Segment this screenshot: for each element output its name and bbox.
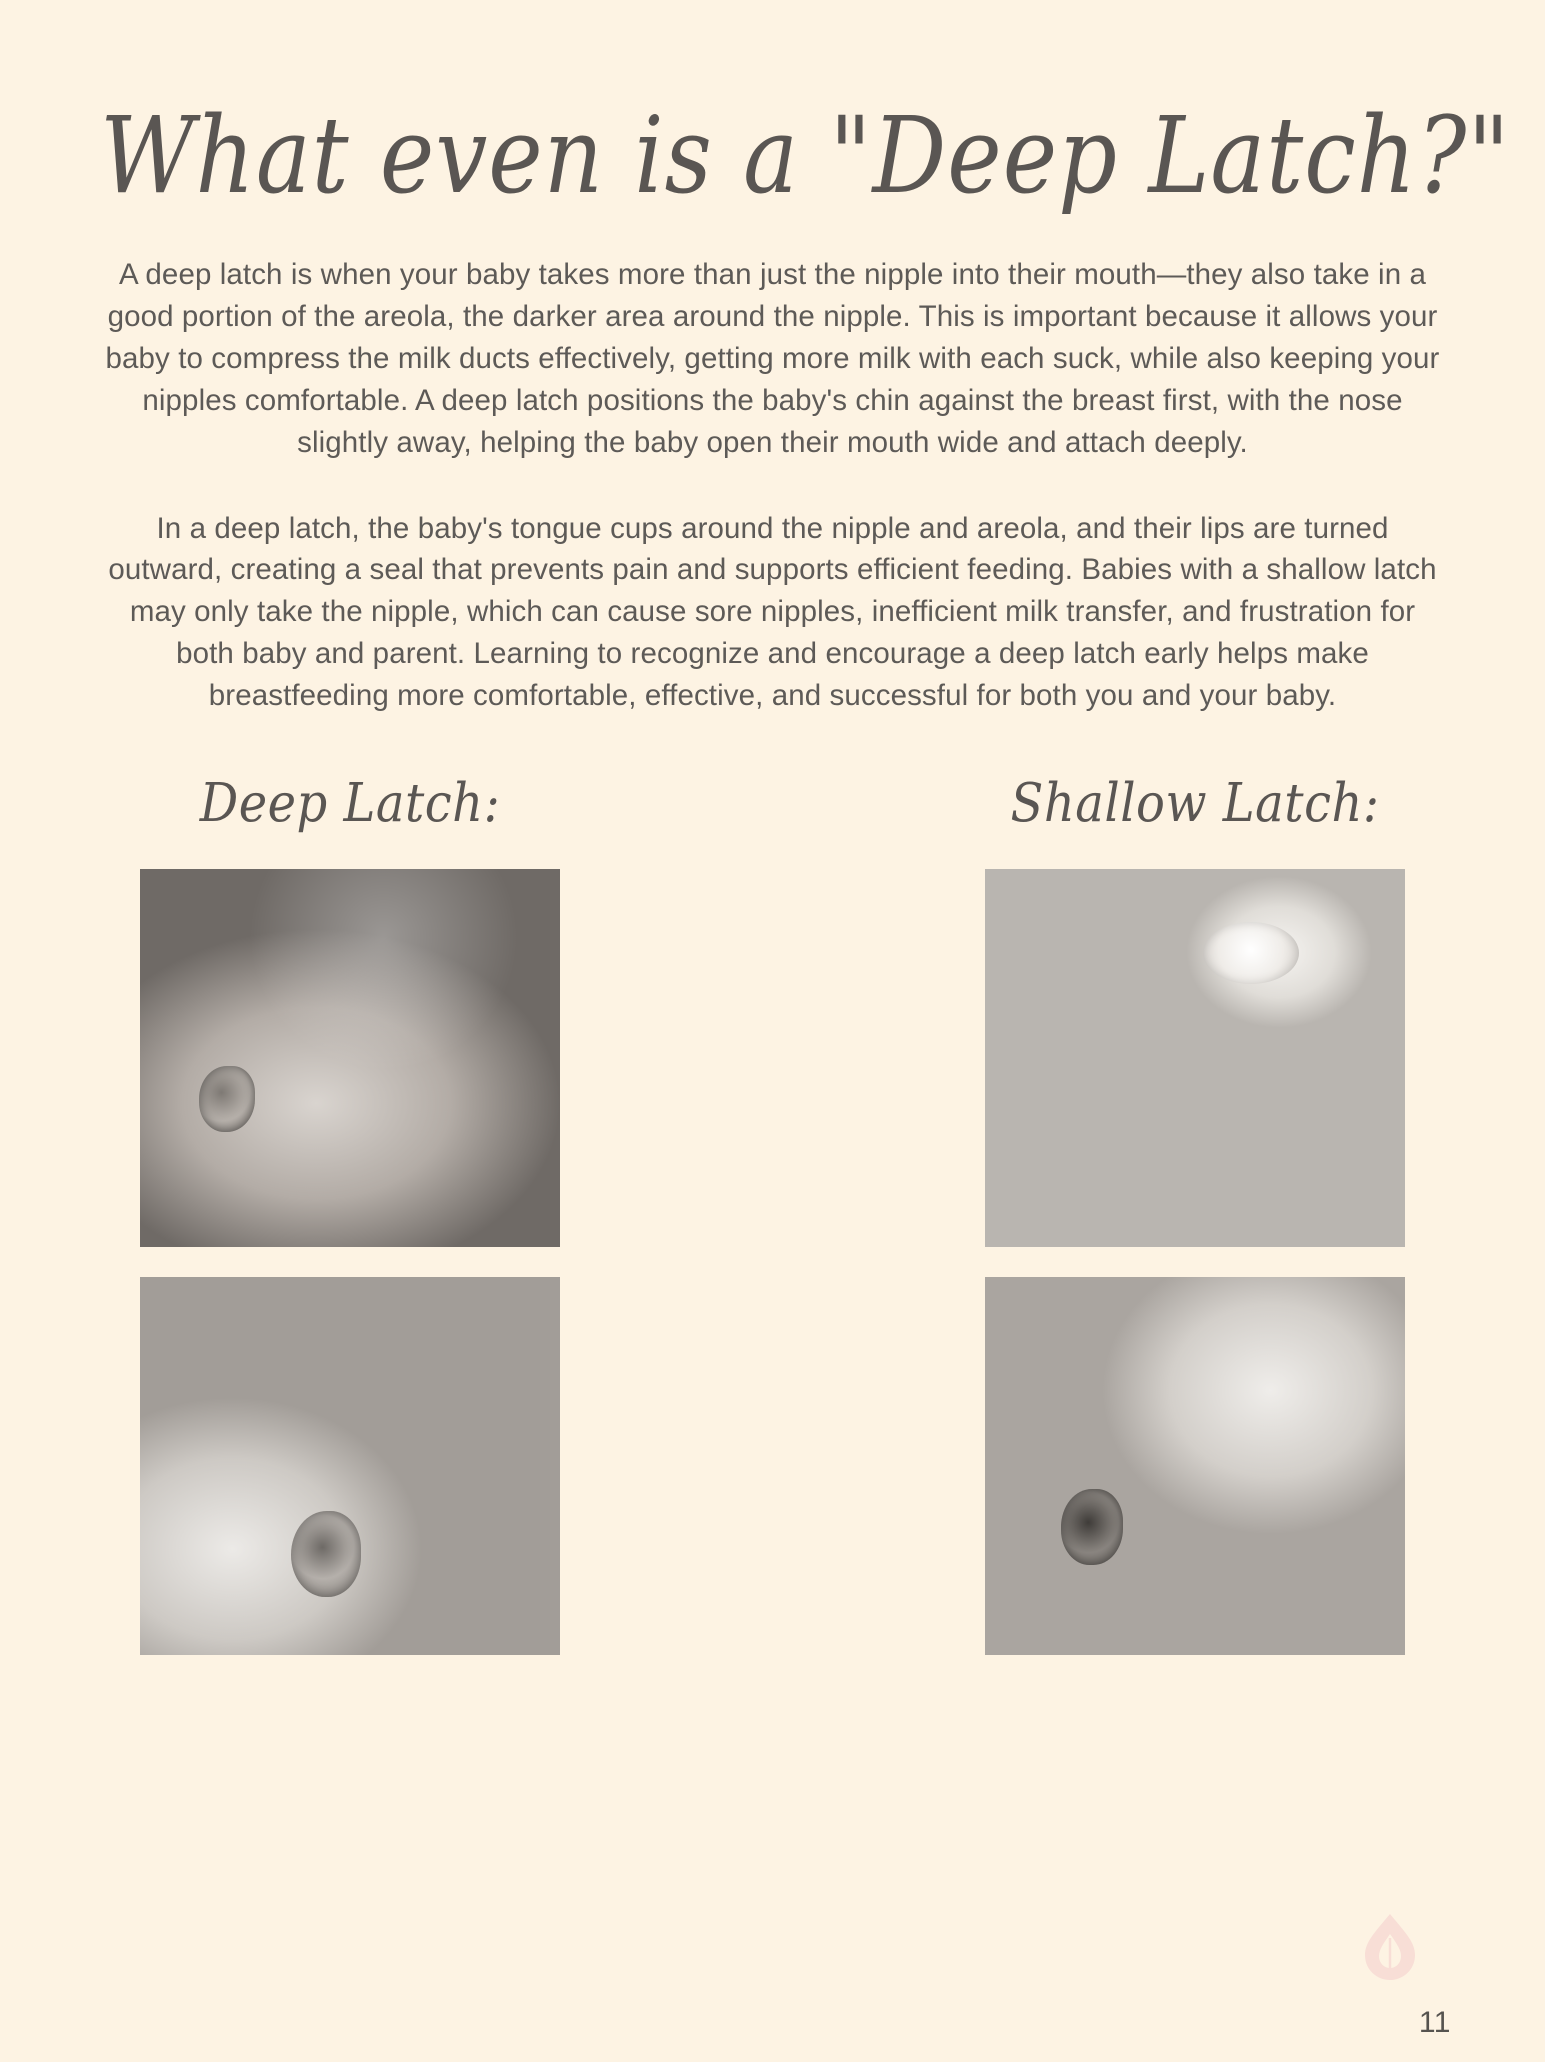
shallow-latch-photo-2	[985, 1277, 1405, 1655]
comparison-columns	[100, 771, 1445, 1685]
shallow-latch-photo-1	[985, 869, 1405, 1247]
paragraph-2: In a deep latch, the baby's tongue cups around the nipple and areola, and their lips are turned outward, creating a seal that prevents pain and supports efficient feeding. Babies with a shallow latch may only take the nipple, which can cause sore nipples, inefficient milk transfer, and frustration for both baby and parent. Learning to recognize and encourage a deep latch early helps make breastfeeding more comfortable, effective, and successful for both you and your baby.	[108, 511, 1437, 713]
body-text	[100, 254, 1445, 717]
page-number: 11	[1418, 2005, 1451, 2039]
page-title: What even is a "Deep Latch?"	[100, 93, 1511, 217]
deep-latch-heading: Deep Latch:	[199, 771, 501, 835]
column-deep-latch	[140, 771, 560, 1685]
leaf-drop-icon	[1353, 1910, 1427, 1984]
deep-latch-photo-2	[140, 1277, 560, 1655]
document-page	[0, 62, 1545, 2062]
shallow-latch-heading: Shallow Latch:	[1010, 771, 1380, 835]
deep-latch-photo-1	[140, 869, 560, 1247]
paragraph-1: A deep latch is when your baby takes more than just the nipple into their mouth—they also take in a good portion of the areola, the darker area around the nipple. This is important because it allows your baby to compress the milk ducts effectively, getting more milk with each suck, while also keeping your nipples comfortable. A deep latch positions the baby's chin against the breast first, with the nose slightly away, helping the baby open their mouth wide and attach deeply.	[105, 258, 1440, 459]
column-shallow-latch	[985, 771, 1405, 1685]
